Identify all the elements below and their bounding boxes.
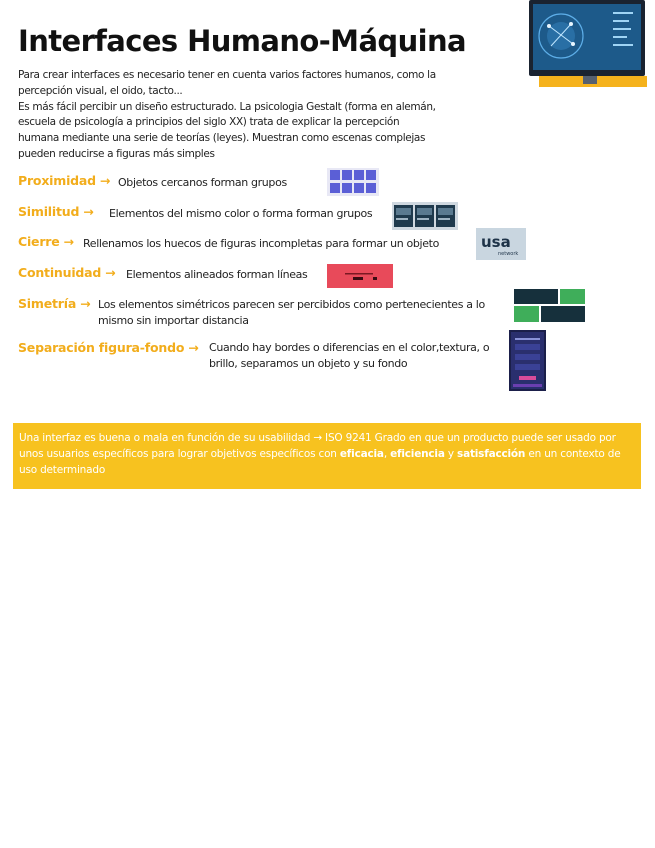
page-title: Interfaces Humano-Máquina	[18, 24, 466, 58]
law-description: Elementos del mismo color o forma forman grupos	[109, 207, 373, 220]
usability-definition-callout	[13, 423, 641, 489]
law-label: Cierre →	[18, 234, 74, 249]
callout-bold-eficiencia: eficiencia	[390, 448, 445, 460]
logo-brand-text: usa	[481, 233, 511, 251]
law-label: Continuidad →	[18, 265, 116, 280]
callout-bold-satisfaccion: satisfacción	[457, 448, 526, 460]
law-label: Similitud →	[18, 204, 94, 219]
intro-text	[18, 68, 438, 163]
law-description: Rellenamos los huecos de figuras incompletas para formar un objeto	[83, 237, 439, 250]
logo-sub-text: network	[498, 251, 519, 257]
figure-ground-example-image	[509, 330, 546, 391]
usa-network-logo	[476, 228, 526, 260]
proximity-example-image	[327, 168, 379, 196]
continuity-example-image	[327, 264, 393, 288]
callout-separator: ,	[383, 448, 391, 460]
symmetry-example-image	[513, 288, 586, 323]
intro-paragraph-2: Es más fácil percibir un diseño estructurado. La psicologia Gestalt (forma en alemán, escuela de psicología a principios del siglo XX) trata de explicar la percepción humana mediante una serie de teorías (leyes). Muestran como escenas complejas pueden reducirse a figuras más simples	[18, 100, 436, 160]
callout-text-start: Una interfaz es buena o mala en función de su usabilidad → ISO 9241 Grado en que un producto puede ser usado por unos usuarios específicos para lograr objetivos específicos con	[19, 432, 616, 460]
callout-bold-eficacia: eficacia	[339, 448, 384, 460]
callout-separator: y	[444, 448, 458, 460]
callout-text-end: en un contexto de uso determinado	[19, 448, 621, 476]
law-label: Separación figura-fondo →	[18, 340, 199, 355]
law-label: Proximidad →	[18, 173, 111, 188]
law-description: Objetos cercanos forman grupos	[118, 176, 287, 189]
law-label: Simetría →	[18, 296, 91, 311]
similarity-example-image	[392, 202, 458, 230]
intro-paragraph-1: Para crear interfaces es necesario tener en cuenta varios factores humanos, como la percepción visual, el oido, tacto...	[18, 69, 436, 97]
monitor-illustration	[529, 0, 647, 90]
law-description: Los elementos simétricos parecen ser percibidos como pertenecientes a lo mismo sin importar distancia	[98, 298, 485, 327]
law-description: Elementos alineados forman líneas	[126, 268, 308, 281]
law-description: Cuando hay bordes o diferencias en el color,textura, o brillo, separamos un objeto y su fondo	[209, 341, 490, 370]
